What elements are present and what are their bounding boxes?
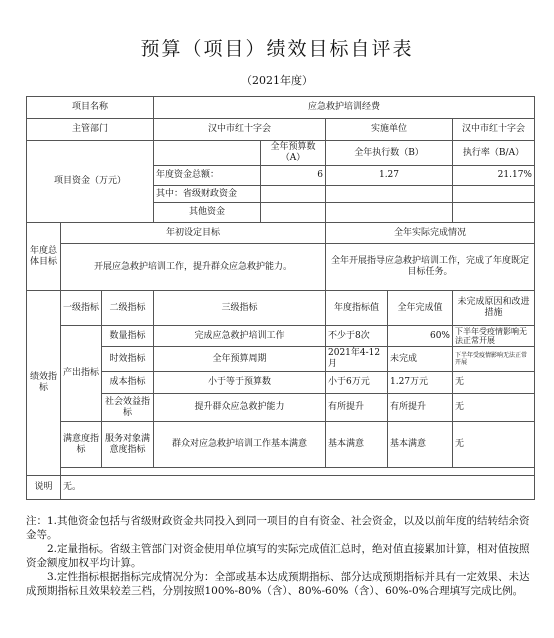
evaluation-table bbox=[26, 96, 535, 500]
indicator-level3: 小于等于预算数 bbox=[154, 372, 326, 394]
funds-other-rate bbox=[453, 203, 535, 223]
indicator-target: 2021年4-12月 bbox=[326, 347, 388, 372]
funds-budget-value: 6 bbox=[261, 166, 326, 186]
funds-header-blank bbox=[154, 141, 261, 166]
indicator-reason: 下半年受疫情影响无法正常开展 bbox=[453, 326, 535, 347]
impl-unit-label: 实施单位 bbox=[326, 119, 453, 141]
ind-header-level3: 三级指标 bbox=[154, 291, 326, 326]
page-subtitle: （2021年度） bbox=[241, 74, 313, 87]
remark-label: 说明 bbox=[27, 476, 61, 500]
goals-actual-text: 全年开展指导应急救护培训工作，完成了年度既定目标任务。 bbox=[326, 244, 535, 291]
output-group-label: 产出指标 bbox=[61, 326, 102, 422]
funds-other-label: 其他资金 bbox=[154, 203, 261, 223]
goals-planned-text: 开展应急救护培训工作，提升群众应急救护能力。 bbox=[61, 244, 326, 291]
funds-label: 项目资金（万元） bbox=[27, 141, 154, 223]
funds-rate-value: 21.17% bbox=[453, 166, 535, 186]
indicator-level2: 服务对象满意度指标 bbox=[102, 422, 154, 468]
remark-value: 无。 bbox=[61, 476, 535, 500]
page-title: 预算（项目）绩效目标自评表 bbox=[140, 38, 414, 60]
indicator-level2: 成本指标 bbox=[102, 372, 154, 394]
funds-exec-value: 1.27 bbox=[326, 166, 453, 186]
indicators-side-label: 绩效指标 bbox=[27, 291, 61, 476]
funds-total-label: 年度资金总额： bbox=[154, 166, 261, 186]
indicator-level2: 时效指标 bbox=[102, 347, 154, 372]
note-3: 3.定性指标根据指标完成情况分为：全部或基本达成预期指标、部分达成预期指标并具有一定效果、未达成预期指标且效果较差三档，分别按照100%-80%（含）、80%-60%（含）、60%-0%合理填写完成比例。 bbox=[26, 571, 530, 597]
project-name-value: 应急救护培训经费 bbox=[154, 97, 535, 119]
funds-prov-exec bbox=[326, 186, 453, 203]
indicator-level3: 群众对应急救护培训工作基本满意 bbox=[154, 422, 326, 468]
ind-header-reason: 未完成原因和改进措施 bbox=[453, 291, 535, 326]
indicator-reason: 无 bbox=[453, 394, 535, 422]
indicator-level3: 完成应急救护培训工作 bbox=[154, 326, 326, 347]
indicator-actual: 有所提升 bbox=[388, 394, 453, 422]
ind-header-target: 年度指标值 bbox=[326, 291, 388, 326]
indicator-target: 不少于8次 bbox=[326, 326, 388, 347]
ind-header-level1: 一级指标 bbox=[61, 291, 102, 326]
dept-label: 主管部门 bbox=[27, 119, 154, 141]
indicator-target: 有所提升 bbox=[326, 394, 388, 422]
funds-other-exec bbox=[326, 203, 453, 223]
indicator-actual: 60% bbox=[388, 326, 453, 347]
project-name-label: 项目名称 bbox=[27, 97, 154, 119]
dept-value: 汉中市红十字会 bbox=[154, 119, 326, 141]
indicator-reason: 无 bbox=[453, 422, 535, 468]
ind-header-level2: 二级指标 bbox=[102, 291, 154, 326]
indicator-actual: 未完成 bbox=[388, 347, 453, 372]
goals-actual-header: 全年实际完成情况 bbox=[326, 223, 535, 244]
funds-prov-rate bbox=[453, 186, 535, 203]
col-rate-header: 执行率（B/A） bbox=[453, 141, 535, 166]
funds-prov-budget bbox=[261, 186, 326, 203]
ind-header-actual: 全年完成值 bbox=[388, 291, 453, 326]
col-exec-header: 全年执行数（B） bbox=[326, 141, 453, 166]
notes-section bbox=[26, 514, 534, 598]
col-budget-header: 全年预算数（A） bbox=[261, 141, 326, 166]
note-2: 2.定量指标。省级主管部门对资金使用单位填写的实际完成值汇总时，绝对值直接累加计算，相对值按照资金额度加权平均计算。 bbox=[26, 543, 530, 569]
funds-other-budget bbox=[261, 203, 326, 223]
goals-planned-header: 年初设定目标 bbox=[61, 223, 326, 244]
impl-unit-value: 汉中市红十字会 bbox=[453, 119, 535, 141]
indicator-level3: 提升群众应急救护能力 bbox=[154, 394, 326, 422]
indicator-target: 小于6万元 bbox=[326, 372, 388, 394]
indicator-level2: 社会效益指标 bbox=[102, 394, 154, 422]
satisfaction-level1: 满意度指标 bbox=[61, 422, 102, 468]
indicator-actual: 基本满意 bbox=[388, 422, 453, 468]
goals-side-label: 年度总体目标 bbox=[27, 223, 61, 291]
indicator-level3: 全年预算周期 bbox=[154, 347, 326, 372]
indicator-reason: 无 bbox=[453, 372, 535, 394]
indicator-actual: 1.27万元 bbox=[388, 372, 453, 394]
indicator-target: 基本满意 bbox=[326, 422, 388, 468]
indicator-level2: 数量指标 bbox=[102, 326, 154, 347]
indicators-spacer bbox=[61, 468, 535, 476]
funds-prov-label: 其中：省级财政资金 bbox=[154, 186, 261, 203]
note-1: 注：1.其他资金包括与省级财政资金共同投入到同一项目的自有资金、社会资金，以及以前年度的结转结余资金等。 bbox=[26, 515, 530, 541]
indicator-reason: 下半年受疫情影响无法正常开展 bbox=[453, 347, 535, 372]
